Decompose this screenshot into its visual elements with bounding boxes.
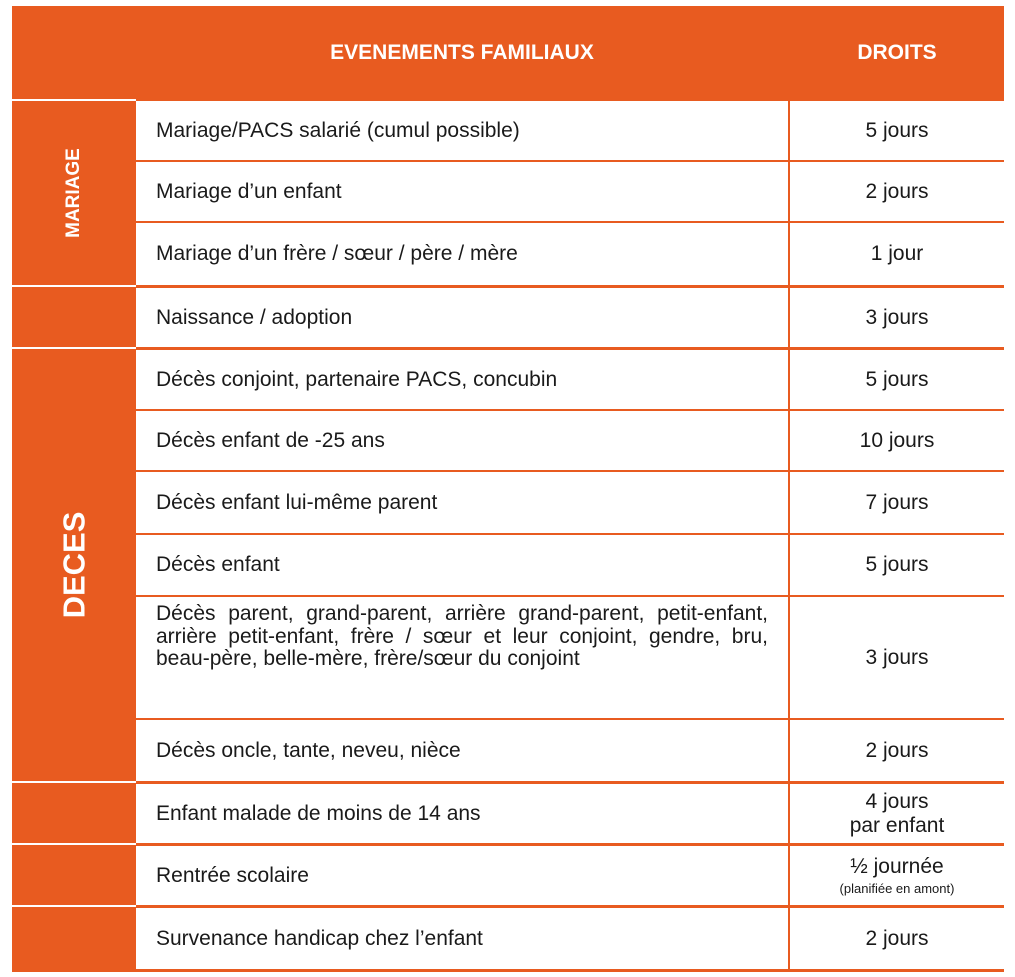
rights-cell [790, 162, 1004, 221]
rights-cell [790, 908, 1004, 969]
rights-value: 7 jours [865, 490, 929, 514]
rights-cell [790, 846, 1004, 905]
event-cell: Rentrée scolaire [136, 846, 788, 905]
rights-value: 2 jours [865, 179, 929, 203]
rights-cell [790, 223, 1004, 285]
event-cell: Décès conjoint, partenaire PACS, concubin [136, 350, 788, 409]
category-divider [12, 781, 136, 783]
event-cell: Survenance handicap chez l’enfant [136, 908, 788, 969]
event-cell: Décès parent, grand-parent, arrière grand-parent, petit-enfant, arrière petit-enfant, frère / sœur et leur conjoint, gendre, bru, beau-père, belle-mère, frère/sœur du conjoint [136, 597, 788, 718]
header-events: EVENEMENTS FAMILIAUX [330, 41, 594, 64]
category-divider [12, 285, 136, 287]
rights-value: 10 jours [859, 428, 935, 452]
category-deces [12, 349, 136, 781]
event-cell: Mariage d’un frère / sœur / père / mère [136, 223, 788, 285]
rights-value-line2: par enfant [849, 813, 945, 837]
rights-value: 4 jours [865, 789, 929, 813]
rights-value: 1 jour [870, 242, 924, 265]
rights-value: 3 jours [865, 305, 929, 329]
rights-cell [790, 597, 1004, 718]
event-cell: Décès oncle, tante, neveu, nièce [136, 720, 788, 781]
rights-cell [790, 535, 1004, 595]
rights-value: 3 jours [865, 645, 929, 669]
rights-value: 5 jours [865, 118, 929, 142]
event-cell: Décès enfant de -25 ans [136, 411, 788, 470]
rights-cell [790, 350, 1004, 409]
header-rights: DROITS [857, 41, 937, 64]
event-cell: Décès enfant [136, 535, 788, 595]
event-cell: Mariage d’un enfant [136, 162, 788, 221]
rights-value: 5 jours [865, 553, 929, 576]
event-cell: Naissance / adoption [136, 288, 788, 347]
rights-value: 2 jours [865, 926, 929, 950]
rights-cell [790, 720, 1004, 781]
category-divider [12, 905, 136, 907]
rights-cell [790, 101, 1004, 160]
rights-cell [790, 784, 1004, 843]
rights-cell [790, 472, 1004, 533]
category-mariage-label: MARIAGE [62, 148, 84, 238]
rights-value: ½ journée [850, 855, 944, 878]
rights-note: (planifiée en amont) [839, 881, 955, 896]
rights-cell [790, 288, 1004, 347]
event-cell: Mariage/PACS salarié (cumul possible) [136, 101, 788, 160]
rights-cell [790, 411, 1004, 470]
category-mariage [12, 101, 136, 285]
rights-value: 5 jours [865, 367, 929, 391]
category-deces-label: DECES [56, 511, 91, 619]
event-cell: Décès enfant lui-même parent [136, 472, 788, 533]
event-cell: Enfant malade de moins de 14 ans [136, 784, 788, 843]
category-divider [12, 843, 136, 845]
rights-value: 2 jours [865, 738, 929, 762]
